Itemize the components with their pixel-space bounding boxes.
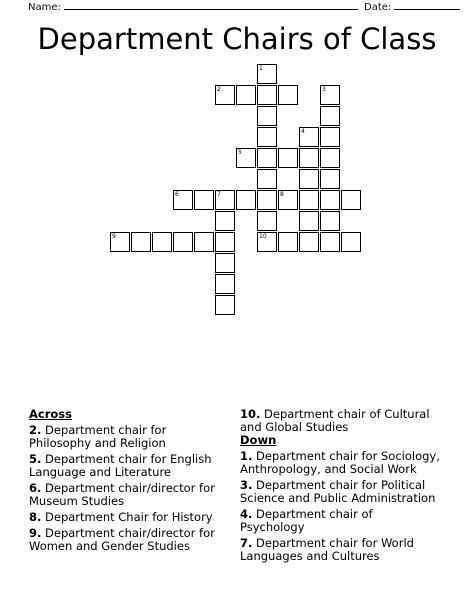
grid-cell[interactable]	[278, 148, 298, 168]
grid-cell[interactable]	[320, 148, 340, 168]
grid-cell[interactable]	[299, 211, 319, 231]
clue-item	[240, 508, 440, 534]
clue-item	[240, 408, 440, 434]
clue-number: 9	[112, 233, 116, 240]
clue-text: Department chair/director for Museum Studies	[29, 481, 215, 508]
clue-number: 8.	[29, 510, 42, 524]
grid-cell[interactable]	[236, 85, 256, 105]
clue-number: 7	[217, 191, 221, 198]
clue-number: 4	[301, 128, 305, 135]
grid-cell[interactable]	[278, 232, 298, 252]
clue-number: 10	[259, 233, 267, 240]
clue-item	[29, 527, 229, 553]
clue-number: 10.	[240, 407, 261, 421]
grid-cell[interactable]	[257, 148, 277, 168]
across-list	[29, 424, 229, 553]
clue-number: 7.	[240, 536, 253, 550]
grid-cell[interactable]	[215, 190, 235, 210]
clue-number: 6.	[29, 481, 42, 495]
clue-number: 9.	[29, 526, 42, 540]
grid-cell[interactable]	[320, 190, 340, 210]
grid-cell[interactable]	[299, 169, 319, 189]
grid-cell[interactable]	[215, 85, 235, 105]
grid-cell[interactable]	[320, 85, 340, 105]
grid-cell[interactable]	[215, 274, 235, 294]
grid-cell[interactable]	[236, 190, 256, 210]
grid-cell[interactable]	[320, 127, 340, 147]
grid-cell[interactable]	[110, 232, 130, 252]
page-title: Department Chairs of Class	[37, 22, 437, 56]
clue-item	[240, 479, 440, 505]
date-label: Date:	[364, 2, 392, 13]
clue-number: 8	[280, 191, 284, 198]
clue-number: 1.	[240, 449, 253, 463]
clue-item	[29, 453, 229, 479]
grid-cell[interactable]	[173, 232, 193, 252]
clue-item	[29, 424, 229, 450]
clue-text: Department chair for Political Science and Public Administration	[240, 478, 436, 505]
grid-cell[interactable]	[194, 190, 214, 210]
clue-item	[29, 511, 229, 524]
clue-text: Department Chair for History	[45, 510, 213, 524]
grid-cell[interactable]	[173, 190, 193, 210]
grid-cell[interactable]	[152, 232, 172, 252]
grid-cell[interactable]	[257, 169, 277, 189]
clue-number: 5	[238, 149, 242, 156]
grid-cell[interactable]	[257, 127, 277, 147]
clue-number: 3.	[240, 478, 253, 492]
grid-cell[interactable]	[299, 127, 319, 147]
clue-text: Department chair for Philosophy and Religion	[29, 423, 167, 450]
grid-cell[interactable]	[320, 106, 340, 126]
clue-item	[240, 450, 440, 476]
grid-cell[interactable]	[215, 232, 235, 252]
clue-number: 1	[259, 65, 263, 72]
grid-cell[interactable]	[299, 232, 319, 252]
clue-number: 2.	[29, 423, 42, 437]
grid-cell[interactable]	[278, 190, 298, 210]
grid-cell[interactable]	[194, 232, 214, 252]
grid-cell[interactable]	[257, 211, 277, 231]
clue-text: Department chair for Sociology, Anthropology, and Social Work	[240, 449, 440, 476]
grid-cell[interactable]	[257, 232, 277, 252]
grid-cell[interactable]	[257, 85, 277, 105]
across-clues	[29, 408, 229, 556]
grid-cell[interactable]	[257, 64, 277, 84]
clue-number: 4.	[240, 507, 253, 521]
grid-cell[interactable]	[236, 148, 256, 168]
name-label: Name:	[28, 2, 61, 13]
grid-cell[interactable]	[257, 106, 277, 126]
grid-cell[interactable]	[215, 211, 235, 231]
grid-cell[interactable]	[341, 232, 361, 252]
grid-cell[interactable]	[299, 148, 319, 168]
clue-number: 5.	[29, 452, 42, 466]
grid-cell[interactable]	[299, 190, 319, 210]
across-heading: Across	[29, 407, 72, 421]
grid-cell[interactable]	[215, 253, 235, 273]
down-clues	[240, 434, 440, 566]
grid-cell[interactable]	[320, 211, 340, 231]
down-list	[240, 450, 440, 563]
down-heading: Down	[240, 433, 277, 447]
grid-cell[interactable]	[215, 295, 235, 315]
clue-number: 3	[322, 86, 326, 93]
grid-cell[interactable]	[278, 85, 298, 105]
grid-cell[interactable]	[341, 190, 361, 210]
clue-text: Department chair of Psychology	[240, 507, 373, 534]
clue-item	[240, 537, 440, 563]
clue-text: Department chair/director for Women and Gender Studies	[29, 526, 215, 553]
clue-number: 2	[217, 86, 221, 93]
grid-cell[interactable]	[257, 190, 277, 210]
grid-cell[interactable]	[320, 232, 340, 252]
clue-text: Department chair of Cultural and Global Studies	[240, 407, 430, 434]
clue-number: 6	[175, 191, 179, 198]
clue-item	[29, 482, 229, 508]
grid-cell[interactable]	[131, 232, 151, 252]
grid-cell[interactable]	[320, 169, 340, 189]
clue-text: Department chair for English Language and Literature	[29, 452, 212, 479]
clue-text: Department chair for World Languages and Cultures	[240, 536, 414, 563]
